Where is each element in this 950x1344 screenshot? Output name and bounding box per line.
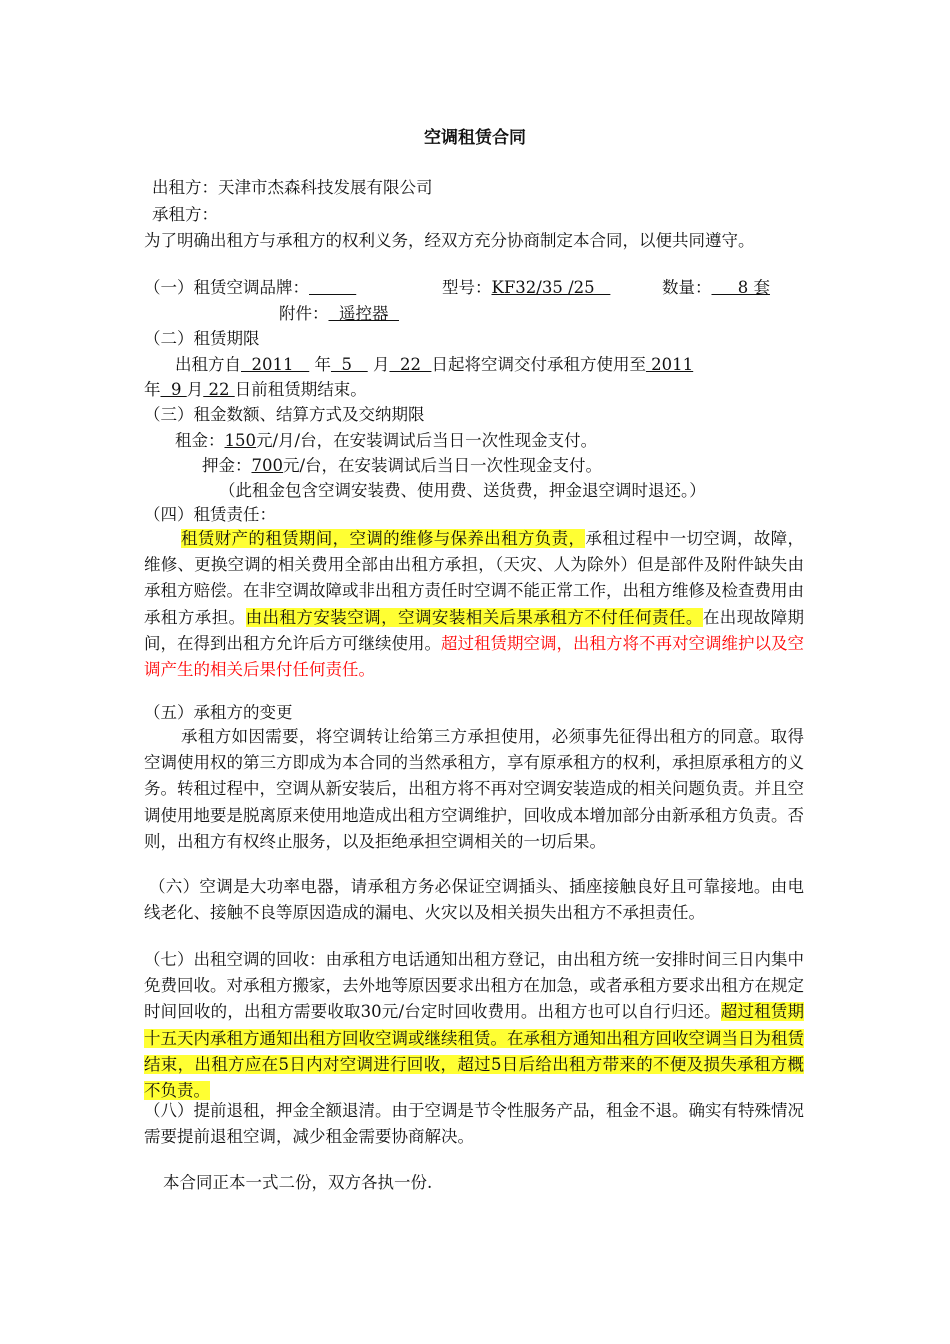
section-2-heading: （二）租赁期限 [144,329,260,348]
period-middle: 日起将空调交付承租方使用至 [431,355,646,374]
year-char: 年 [314,355,331,374]
section-8-body: （八）提前退租，押金全额退清。由于空调是节令性服务产品，租金不退。确实有特殊情况需要提前退租空调，减少租金需要协商解决。 [144,1101,804,1147]
rent-note: （此租金包含空调安装费、使用费、送货费，押金退空调时退还。） [219,481,706,500]
lessor-line [152,175,433,200]
accessory-field [279,301,399,326]
section-7-text: （七）出租空调的回收：由承租方电话通知出租方登记，由出租方统一安排时间三日内集中免费回收。对承租方搬家，去外地等原因要求出租方在加急，或者承租方要求出租方在规定时间回收的，出租方需要收取30元/台定时回收费用。出租方也可以自行归还。 [144,950,804,1022]
accessory-label: 附件： [279,304,329,323]
brand-blank [309,278,356,297]
model-value: KF32/35 /25 [491,278,611,297]
section-4-text-1: 承租过程中一切空调，故障，维修、更换空调的相关费用全部由出租方承担，（天灾、人为除外）但是部件及附件缺失由承租方赔偿。在非空调故障或非出租方责任时空调不能正常工作，出租方维修及检查费用由承租方承担。 [144,529,805,627]
page-title: 空调租赁合同 [424,128,526,148]
end-year: 2011 [645,355,694,374]
quantity-label: 数量： [662,278,712,297]
start-prefix: 出租方自 [175,355,241,374]
section-4-text-2: 在出现故障期间，在得到出租方允许后方可继续使用。 [144,607,805,653]
section-3-heading: （三）租金数额、结算方式及交纳期限 [144,405,425,424]
end-year-char: 年 [144,380,161,399]
rent-label: 租金： [175,431,225,450]
highlight-recovery: 超过租赁期十五天内承租方通知出租方回收空调或继续租赁。在承租方通知出租方回收空调当日为租赁结束，出租方应在5日内对空调进行回收，超过5日后给出租方带来的不便及损失承租方概不负责。 [144,1002,805,1101]
section-4-heading: （四）租赁责任： [144,505,276,524]
section-5-heading: （五）承租方的变更 [144,703,293,722]
brand-label: （一）租赁空调品牌： [144,278,309,297]
end-day: 22 [203,380,235,399]
section-5-body: 承租方如因需要，将空调转让给第三方承担使用，必须事先征得出租方的同意。取得空调使用权的第三方即成为本合同的当然承租方，享有原承租方的权利，承担原承租方的义务。转租过程中，空调从新安装后，出租方将不再对空调安装造成的相关问题负责。并且空调使用地要是脱离原来使用地造成出租方空调维护，回收成本增加部分由新承租方负责。否则，出租方有权终止服务，以及拒绝承担空调相关的一切后果。 [144,727,804,851]
start-month: 5 [330,355,368,374]
deposit-value: 700 [251,456,283,475]
closing-line: 本合同正本一式二份，双方各执一份. [163,1173,433,1192]
lessee-line [152,202,218,227]
end-suffix: 日前租赁期结束。 [234,380,367,399]
warning-red-text: 超过租赁期空调，出租方将不再对空调维护以及空调产生的相关后果付任何责任。 [144,633,804,680]
quantity-field [662,275,770,300]
end-month-char: 月 [186,380,204,399]
section-7-body [144,947,804,1104]
lease-period-line-1 [175,352,693,377]
lessee-label: 承租方： [152,205,218,224]
lease-period-line-2 [144,377,367,402]
deposit-text: 元/台，在安装调试后当日一次性现金支付。 [283,456,603,475]
highlight-maintenance: 租赁财产的租赁期间，空调的维修与保养出租方负责， [181,529,586,548]
end-month: 9 [160,380,187,399]
accessory-value: 遥控器 [328,304,399,323]
rent-value: 150 [224,431,256,450]
model-label: 型号： [442,278,492,297]
lessor-value: 天津市杰森科技发展有限公司 [218,178,433,197]
rent-line [175,428,597,453]
start-year: 2011 [241,355,310,374]
quantity-value: 8 套 [711,278,770,297]
highlight-installation: 由出租方安装空调，空调安装相关后果承租方不付任何责任。 [245,607,703,627]
section-6-body: （六）空调是大功率电器，请承租方务必保证空调插头、插座接触良好且可靠接地。由电线老化、接触不良等原因造成的漏电、火灾以及相关损失出租方不承担责任。 [144,877,804,923]
deposit-line [202,453,602,478]
deposit-label: 押金： [202,456,252,475]
month-char: 月 [372,355,390,374]
rent-text: 元/月/台，在安装调试后当日一次性现金支付。 [256,431,598,450]
section-4-body [144,526,804,683]
lessor-label: 出租方： [152,178,218,197]
section-1-heading [144,275,356,300]
intro-paragraph: 为了明确出租方与承租方的权利义务，经双方充分协商制定本合同，以便共同遵守。 [144,231,755,250]
model-field [442,275,610,300]
start-day: 22 [389,355,432,374]
